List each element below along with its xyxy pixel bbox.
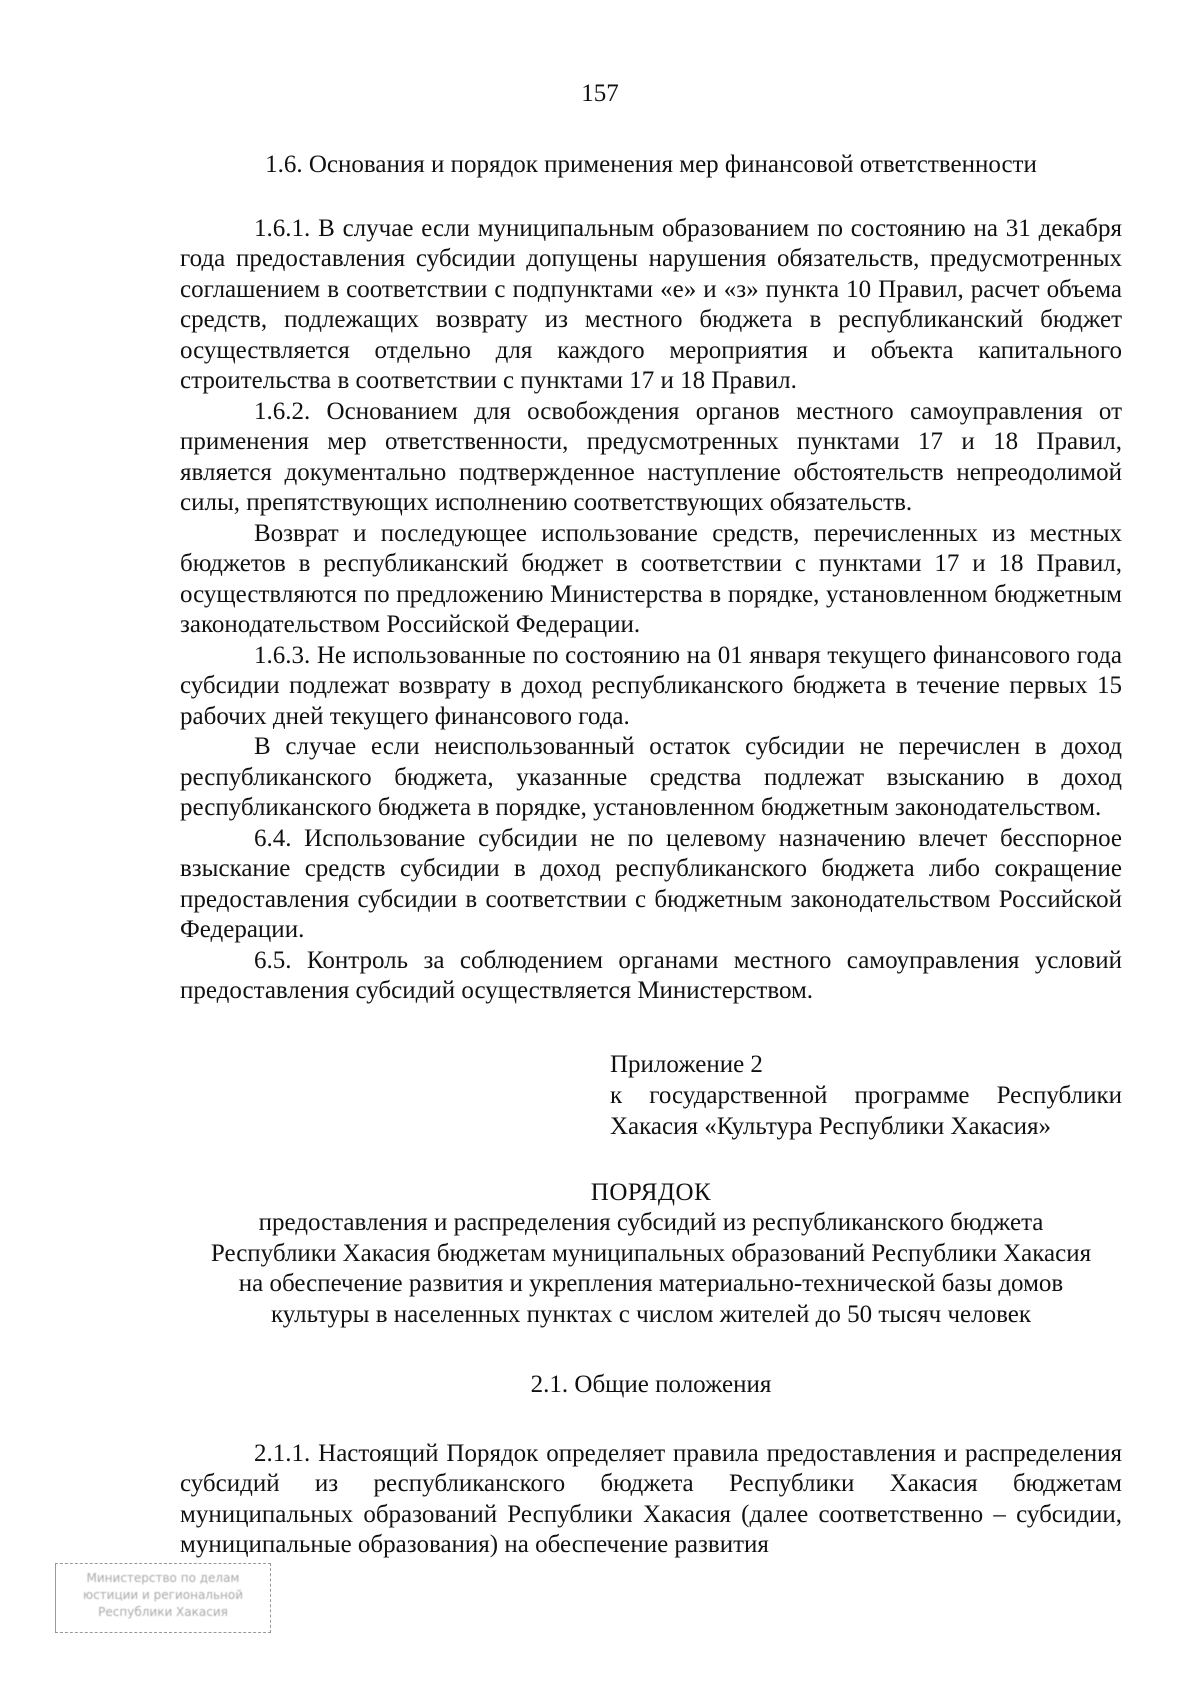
registration-stamp — [55, 1563, 271, 1633]
order-subtitle-line: культуры в населенных пунктах с числом жителей до 50 тысяч человек — [270, 1300, 1032, 1328]
appendix-number: Приложение 2 — [610, 1050, 763, 1078]
paragraph-1-6-3: 1.6.3. Не использованные по состоянию на 01 января текущего финансового года субсидии подлежат возврату в доход республиканского бюджета в течение первых 15 рабочих дней текущего финансового года. — [180, 641, 1122, 730]
page-number: 157 — [581, 80, 619, 107]
paragraph-1-6-2: 1.6.2. Основанием для освобождения органов местного самоуправления от применения мер ответственности, предусмотренных пунктами 17 и 18 Правил, является документально подтвержденное наступление обстоятельств непреодолимой силы, препятствующих исполнению соответствующих обязательств. — [180, 397, 1122, 516]
paragraph-return-funds: Возврат и последующее использование средств, перечисленных из местных бюджетов в республиканский бюджет в соответствии с пунктами 17 и 18 Правил, осуществляются по предложению Министерства в порядке, установленном бюджетным законодательством Российской Федерации. — [180, 519, 1122, 638]
document-body — [180, 150, 1122, 1561]
paragraph-6-4: 6.4. Использование субсидии не по целевому назначению влечет бесспорное взыскание средств субсидии в доход республиканского бюджета либо сокращение предоставления субсидии в соответствии с бюджетным законодательством Российской Федерации. — [180, 824, 1122, 943]
order-subtitle-line: предоставления и распределения субсидий из республиканского бюджета — [258, 1209, 1044, 1236]
section-2-1-heading: 2.1. Общие положения — [530, 1371, 772, 1398]
stamp-line: Министерство по делам — [86, 1571, 240, 1585]
paragraph-2-1-1: 2.1.1. Настоящий Порядок определяет правила предоставления и распределения субсидий из республиканского бюджета Республики Хакасия бюджетам муниципальных образований Республики Хакасия (далее соответственно – субсидии, муниципальные образования) на обеспечение развития — [180, 1439, 1122, 1558]
section-1-6-heading: 1.6. Основания и порядок применения мер финансовой ответственности — [265, 151, 1037, 178]
order-title: ПОРЯДОК — [590, 1178, 712, 1206]
stamp-line: юстиции и региональной — [82, 1588, 244, 1602]
order-subtitle — [180, 1208, 1122, 1330]
paragraph-unused-balance: В случае если неиспользованный остаток субсидии не перечислен в доход республиканского бюджета, указанные средства подлежат взысканию в доход республиканского бюджета в порядке, установленном бюджетным законодательством. — [180, 733, 1122, 821]
paragraph-6-5: 6.5. Контроль за соблюдением органами местного самоуправления условий предоставления субсидий осуществляется Министерством. — [180, 946, 1122, 1004]
order-subtitle-line: на обеспечение развития и укрепления материально-технической базы домов — [238, 1270, 1064, 1297]
appendix-header — [180, 1049, 1122, 1142]
stamp-line: Республики Хакасия — [98, 1605, 228, 1619]
appendix-program-reference: к государственной программе Республики Хакасия «Культура Республики Хакасия» — [610, 1081, 1122, 1140]
order-subtitle-line: Республики Хакасия бюджетам муниципальных образований Республики Хакасия — [210, 1239, 1092, 1267]
paragraph-1-6-1: 1.6.1. В случае если муниципальным образованием по состоянию на 31 декабря года предоставления субсидии допущены нарушения обязательств, предусмотренных соглашением в соответствии с подпунктами «е» и «з» пункта 10 Правил, расчет объема средств, подлежащих возврату из местного бюджета в республиканский бюджет осуществляется отдельно для каждого мероприятия и объекта капитального строительства в соответствии с пунктами 17 и 18 Правил. — [180, 214, 1122, 394]
